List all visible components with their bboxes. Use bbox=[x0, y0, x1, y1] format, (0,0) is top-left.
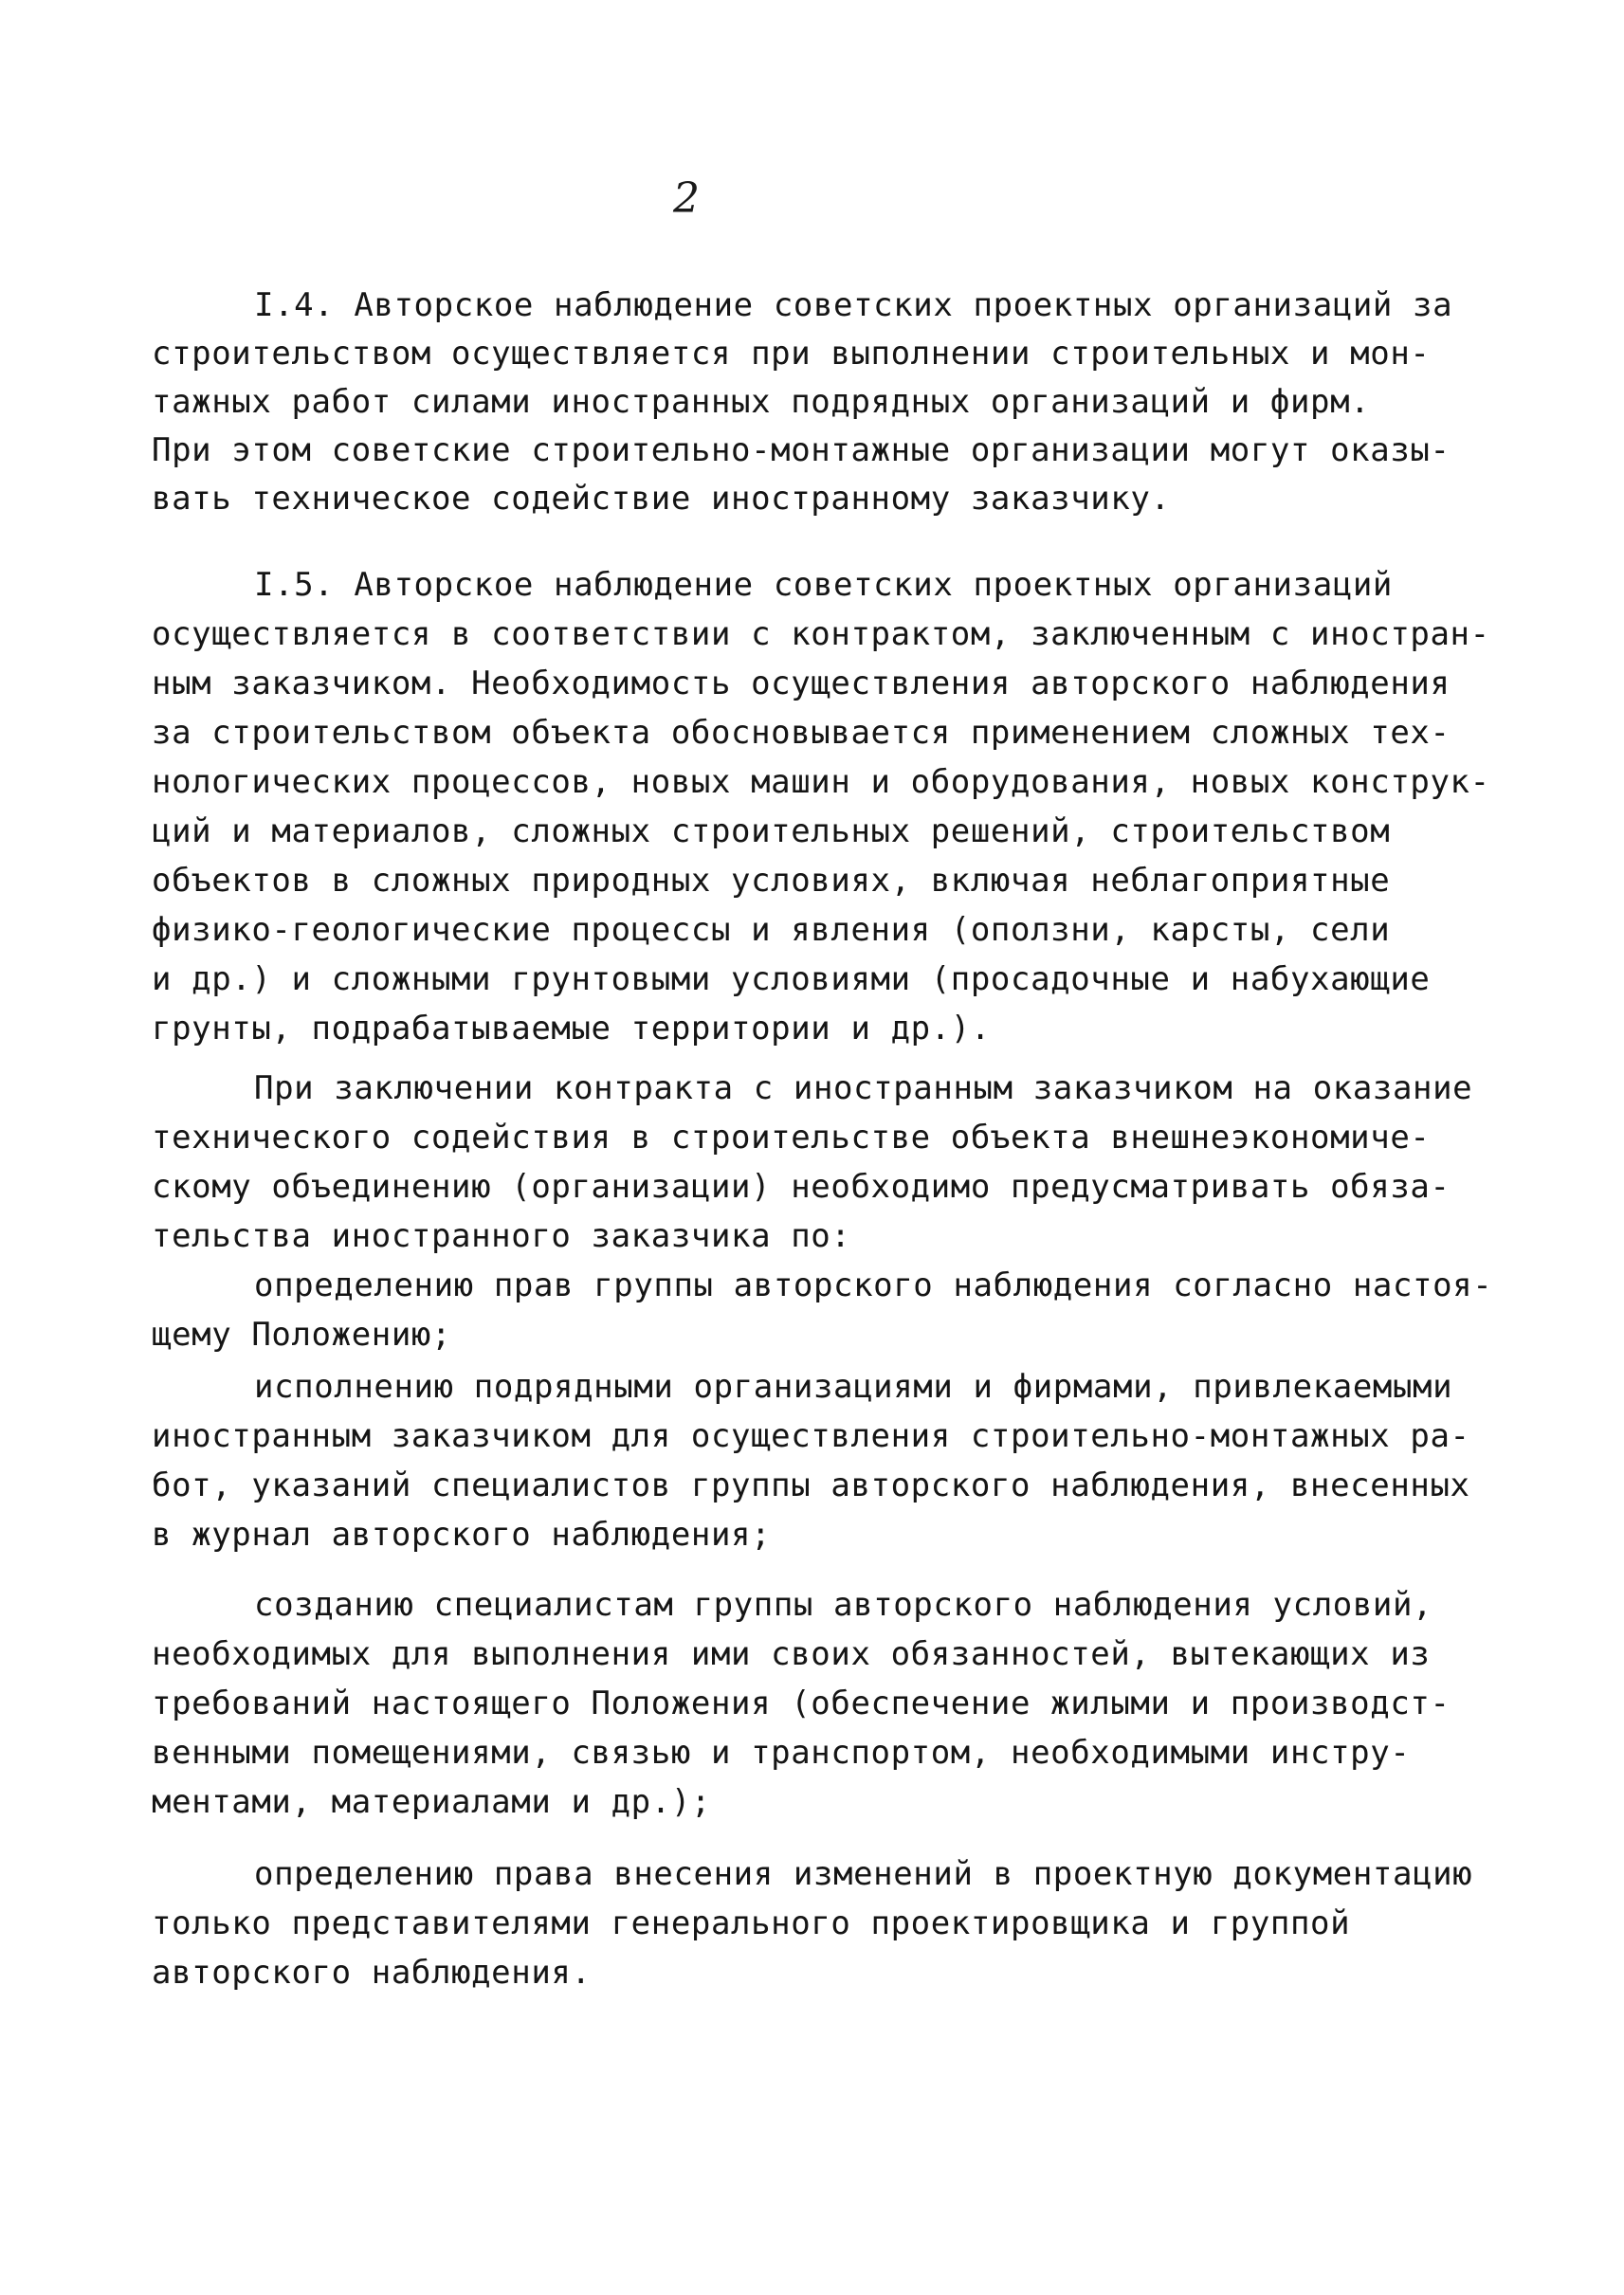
paragraph-line: вать техническое содействие иностранному заказчику. bbox=[152, 480, 1171, 518]
paragraph-line: в журнал авторского наблюдения; bbox=[152, 1516, 772, 1554]
paragraph-line: скому объединению (организации) необходимо предусматривать обяза- bbox=[152, 1168, 1451, 1206]
paragraph-line: I.4. Авторское наблюдение советских проектных организаций за bbox=[254, 286, 1453, 324]
paragraph-line: определению права внесения изменений в проектную документацию bbox=[254, 1855, 1473, 1893]
paragraph-line: ным заказчиком. Необходимость осуществления авторского наблюдения bbox=[152, 665, 1451, 702]
paragraph-line: объектов в сложных природных условиях, включая неблагоприятные bbox=[152, 862, 1391, 900]
paragraph-line: тажных работ силами иностранных подрядных организаций и фирм. bbox=[152, 383, 1371, 421]
paragraph-line: грунты, подрабатываемые территории и др.). bbox=[152, 1010, 991, 1047]
paragraph-line: требований настоящего Положения (обеспечение жилыми и производст- bbox=[152, 1685, 1451, 1722]
paragraph-line: технического содействия в строительстве объекта внешнеэкономиче- bbox=[152, 1119, 1431, 1157]
paragraph-line: тельства иностранного заказчика по: bbox=[152, 1217, 851, 1255]
paragraph-line: определению прав группы авторского наблюдения согласно настоя- bbox=[254, 1266, 1493, 1304]
paragraph-line: осуществляется в соответствии с контрактом, заключенным с иностран- bbox=[152, 615, 1490, 653]
paragraph-line: за строительством объекта обосновывается применением сложных тех- bbox=[152, 714, 1451, 752]
paragraph-line: I.5. Авторское наблюдение советских проектных организаций bbox=[254, 566, 1393, 604]
paragraph-line: строительством осуществляется при выполнении строительных и мон- bbox=[152, 335, 1431, 373]
paragraph-line: При заключении контракта с иностранным заказчиком на оказание bbox=[254, 1069, 1473, 1107]
page-number: 2 bbox=[673, 174, 700, 223]
paragraph-line: иностранным заказчиком для осуществления строительно-монтажных ра- bbox=[152, 1417, 1470, 1455]
paragraph-line: бот, указаний специалистов группы авторского наблюдения, внесенных bbox=[152, 1466, 1470, 1504]
paragraph-line: ций и материалов, сложных строительных решений, строительством bbox=[152, 812, 1391, 850]
paragraph-line: щему Положению; bbox=[152, 1316, 452, 1354]
paragraph-line: ментами, материалами и др.); bbox=[152, 1783, 711, 1821]
paragraph-line: необходимых для выполнения ими своих обязанностей, вытекающих из bbox=[152, 1635, 1431, 1673]
paragraph-line: венными помещениями, связью и транспортом, необходимыми инстру- bbox=[152, 1734, 1411, 1772]
paragraph-line: физико-геологические процессы и явления (оползни, карсты, сели bbox=[152, 911, 1391, 949]
paragraph-line: созданию специалистам группы авторского наблюдения условий, bbox=[254, 1586, 1433, 1624]
paragraph-line: только представителями генерального проектировщика и группой bbox=[152, 1904, 1351, 1942]
paragraph-line: При этом советские строительно-монтажные организации могут оказы- bbox=[152, 431, 1451, 469]
paragraph-line: исполнению подрядными организациями и фирмами, привлекаемыми bbox=[254, 1368, 1453, 1406]
paragraph-line: авторского наблюдения. bbox=[152, 1954, 592, 1992]
paragraph-line: и др.) и сложными грунтовыми условиями (просадочные и набухающие bbox=[152, 960, 1431, 998]
paragraph-line: нологических процессов, новых машин и оборудования, новых конструк- bbox=[152, 763, 1490, 801]
